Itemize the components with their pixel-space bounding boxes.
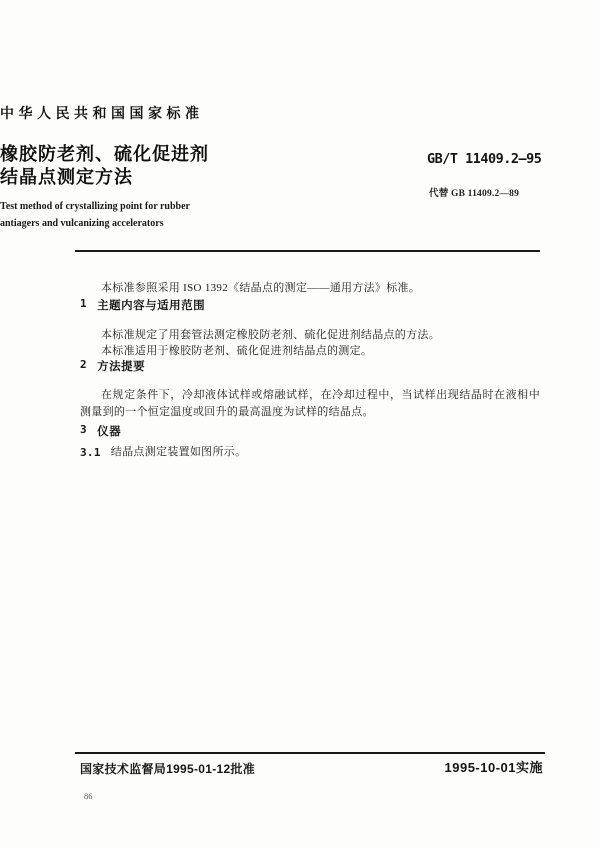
approval-note: 国家技术监督局1995-01-12批准 (80, 762, 256, 776)
replaces-note: 代替 GB 11409.2—89 (429, 189, 520, 199)
document-title-cn-line1: 橡胶防老剂、硫化促进剂 (0, 144, 209, 164)
section-2-paragraph-1: 在规定条件下，冷却液体试样或熔融试样，在冷却过程中，当试样出现结晶时在液相中测量到的一个恒定温度或回升的最高温度为试样的结晶点。 (80, 389, 540, 418)
clause-3-1-text: 结晶点测定装置如图所示。 (110, 446, 247, 458)
section-2-title: 方法提要 (97, 361, 146, 373)
document-title-cn-line2: 结晶点测定方法 (0, 167, 133, 187)
national-standard-label: 中华人民共和国国家标准 (0, 105, 204, 121)
clause-3-1-number: 3.1 (80, 446, 101, 459)
section-2-number: 2 (80, 358, 88, 371)
section-1-number: 1 (80, 297, 88, 310)
document-title-en-line2: antiagers and vulcanizing accelerators (0, 218, 164, 229)
section-3-heading (80, 423, 540, 439)
section-1-paragraph-2: 本标准适用于橡胶防老剂、硫化促进剂结晶点的测定。 (101, 345, 373, 357)
implementation-note: 1995-10-01实施 (444, 760, 543, 775)
document-title-en (0, 198, 360, 232)
section-3-title: 仪器 (97, 426, 122, 438)
header-rule (75, 250, 540, 252)
section-1-title: 主题内容与适用范围 (97, 300, 206, 312)
section-3-number: 3 (80, 423, 88, 436)
document-title-en-line1: Test method of crystallizing point for rubber (0, 201, 190, 212)
document-title-cn (0, 143, 360, 189)
section-1-heading (80, 297, 540, 313)
page-number: 86 (84, 791, 93, 801)
clause-3-1 (80, 445, 540, 460)
intro-paragraph: 本标准参照采用 ISO 1392《结晶点的测定——通用方法》标准。 (101, 282, 421, 294)
footer-rule (75, 752, 545, 754)
section-1-paragraph-1: 本标准规定了用套管法测定橡胶防老剂、硫化促进剂结晶点的方法。 (101, 329, 440, 341)
section-2-heading (80, 358, 540, 374)
standard-code: GB/T 11409.2—95 (427, 151, 542, 167)
